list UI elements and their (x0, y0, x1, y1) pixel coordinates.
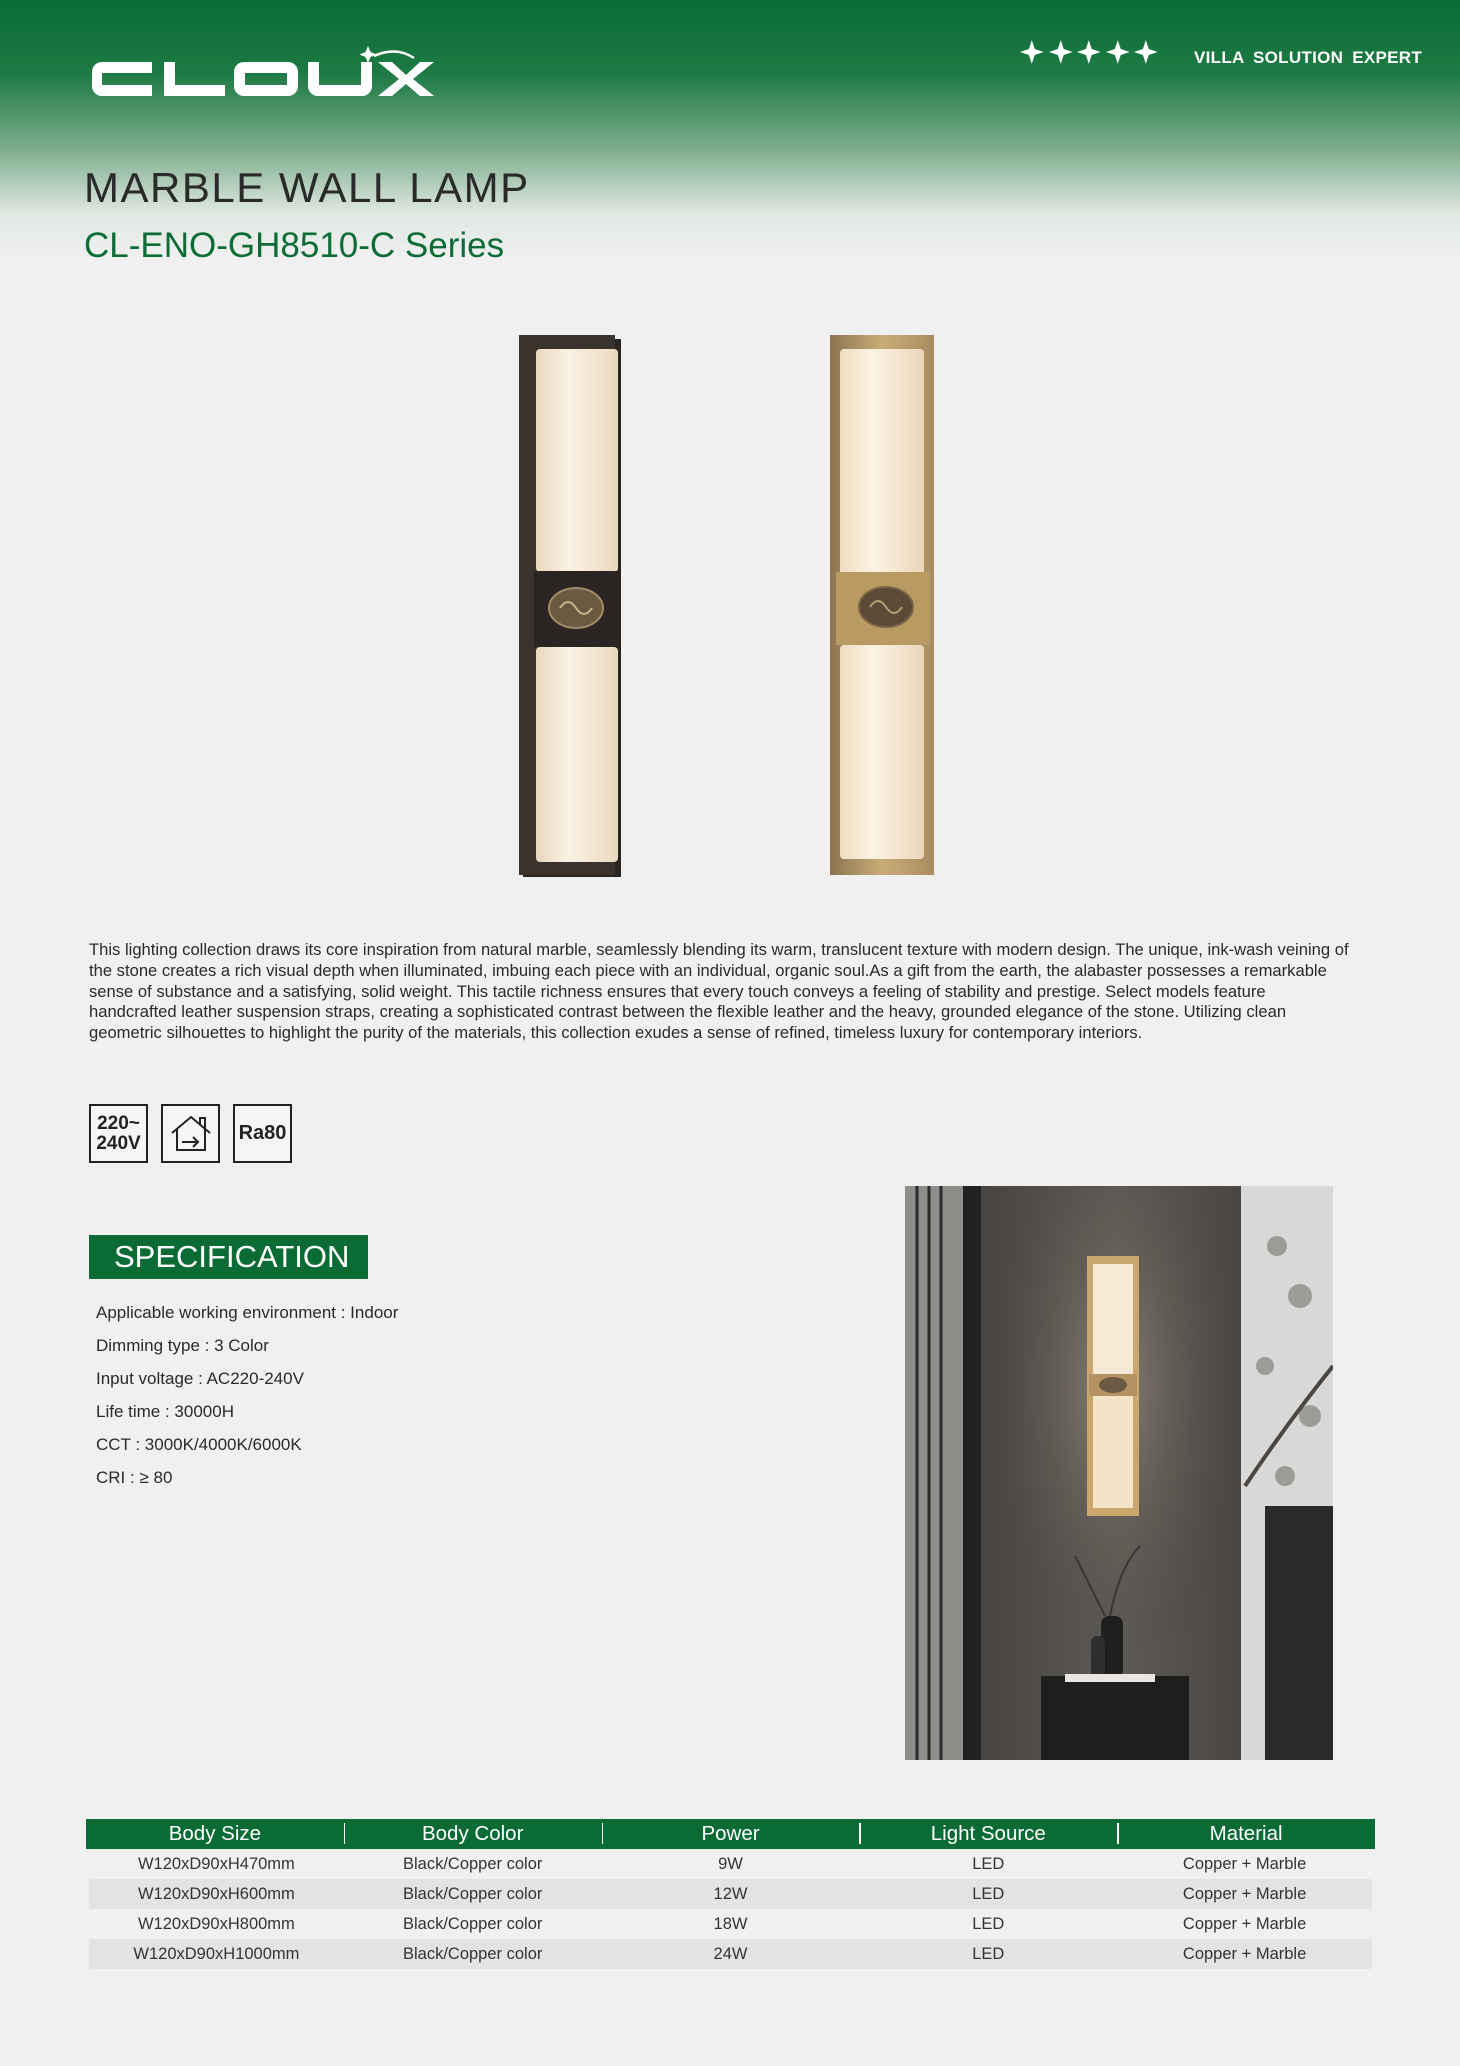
table-cell: 9W (718, 1854, 743, 1873)
table-cell: LED (972, 1854, 1005, 1873)
voltage-badge (89, 1104, 148, 1163)
table-cell: W120xD90xH470mm (86, 1849, 344, 1879)
column-header: Body Size (168, 1822, 262, 1845)
specification-heading: SPECIFICATION (89, 1235, 368, 1279)
feature-icons (89, 1104, 292, 1163)
product-series: CL-ENO-GH8510-C Series (84, 226, 505, 265)
table-cell: Copper + Marble (1117, 1909, 1375, 1939)
voltage-line-1: 220~ (97, 1112, 140, 1134)
table-row (86, 1939, 1375, 1969)
table-row (86, 1849, 1375, 1879)
table-cell: Black/Copper color (344, 1939, 602, 1969)
table-cell: LED (972, 1914, 1005, 1933)
spec-item: Life time : 30000H (96, 1402, 234, 1421)
cri-badge (233, 1104, 292, 1163)
spec-item: CCT : 3000K/4000K/6000K (96, 1435, 302, 1454)
spec-item: Dimming type : 3 Color (96, 1336, 269, 1355)
specification-list (96, 1302, 398, 1500)
table-cell: LED (859, 1939, 1117, 1969)
spec-item: Input voltage : AC220-240V (96, 1369, 304, 1388)
table-row (86, 1879, 1375, 1909)
column-header: Power (602, 1819, 860, 1849)
table-cell: Black/Copper color (402, 1854, 543, 1873)
table-row (86, 1909, 1375, 1939)
table-cell: W120xD90xH1000mm (86, 1939, 344, 1969)
voltage-line-2: 240V (96, 1132, 141, 1154)
cri-label: Ra80 (238, 1122, 287, 1144)
brand-tagline: VILLA SOLUTION EXPERT (1194, 48, 1423, 67)
column-header: Body Color (344, 1819, 602, 1849)
spec-item: CRI : ≥ 80 (96, 1468, 173, 1487)
column-header: Light Source (859, 1819, 1117, 1849)
table-cell: 24W (602, 1939, 860, 1969)
star-icon (1018, 38, 1046, 66)
lamp-copper-finish-image (826, 335, 946, 880)
table-cell: W120xD90xH600mm (86, 1879, 344, 1909)
star-icon (1104, 38, 1132, 66)
table-cell: 18W (713, 1914, 748, 1933)
table-cell: Copper + Marble (1117, 1849, 1375, 1879)
column-header: Material (1117, 1819, 1375, 1849)
header-banner (0, 0, 1460, 260)
spec-item: Applicable working environment : Indoor (96, 1303, 399, 1322)
interior-scene-image (905, 1186, 1333, 1760)
star-icon (1132, 38, 1160, 66)
star-icon (1075, 38, 1103, 66)
indoor-house-icon (161, 1104, 220, 1163)
table-cell: LED (859, 1879, 1117, 1909)
table-cell: Copper + Marble (1117, 1879, 1375, 1909)
table-cell: Black/Copper color (344, 1879, 602, 1909)
cloux-logo (82, 40, 442, 110)
table-cell: Copper + Marble (1117, 1939, 1375, 1969)
five-star-icon (1018, 38, 1160, 78)
product-description: This lighting collection draws its core inspiration from natural marble, seamlessly blending its warm, translucent texture with modern design. The unique, ink-wash veining of the stone creates a rich visual depth when illuminated, imbuing each piece with an individual, organic soul.As a gift from the earth, the alabaster possesses a remarkable sense of substance and a satisfying, solid weight. This tactile richness ensures that every touch conveys a feeling of stability and prestige. Select models feature handcrafted leather suspension straps, creating a sophisticated contrast between the flexible leather and the heavy, grounded elegance of the stone. Utilizing clean geometric silhouettes to highlight the purity of the materials, this collection exudes a sense of refined, timeless luxury for contemporary interiors. (89, 940, 1349, 1043)
product-title: MARBLE WALL LAMP (84, 164, 530, 211)
table-cell: 12W (602, 1879, 860, 1909)
table-header-row (86, 1819, 1375, 1849)
models-table (83, 1819, 1378, 1969)
table-cell: Black/Copper color (402, 1914, 543, 1933)
table-cell: W120xD90xH800mm (86, 1909, 344, 1939)
star-icon (1047, 38, 1075, 66)
lamp-black-finish-image (515, 335, 635, 880)
